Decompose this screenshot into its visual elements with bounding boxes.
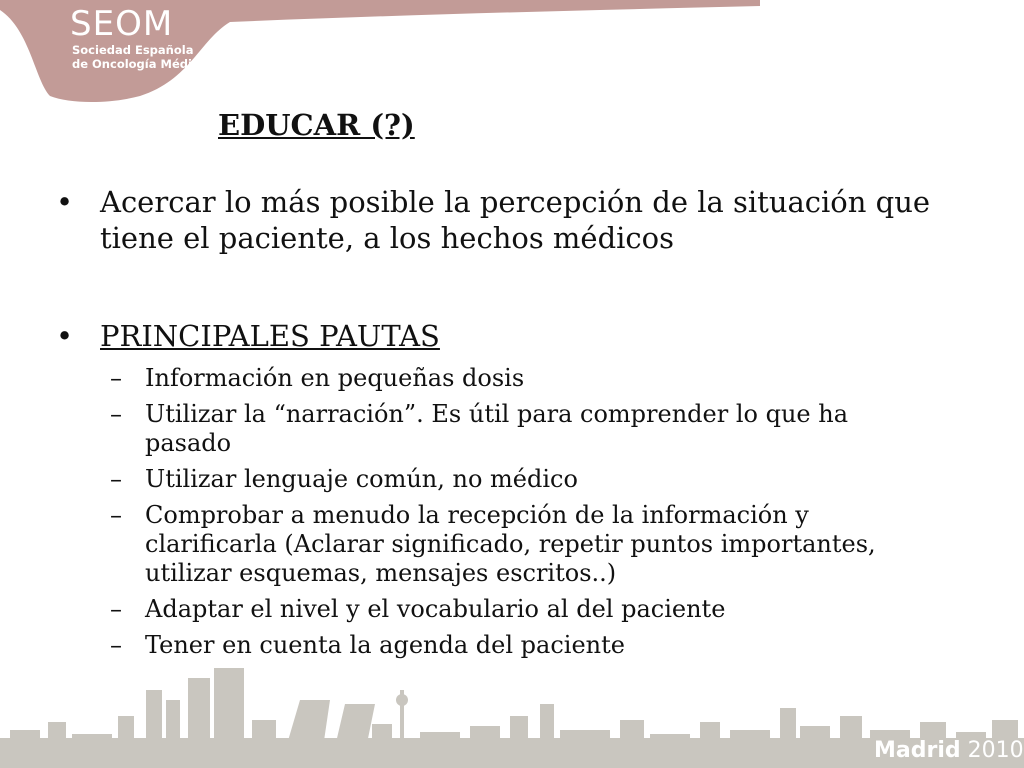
- list-item: [110, 631, 910, 660]
- list-item-text: Adaptar el nivel y el vocabulario al del paciente: [145, 595, 726, 623]
- dash-marker: –: [110, 501, 122, 529]
- madrid-skyline-graphic: [0, 660, 1024, 768]
- bullet-text: Acercar lo más posible la percepción de la situación que tiene el paciente, a los hechos médicos: [100, 185, 931, 255]
- dash-marker: –: [110, 465, 122, 493]
- footer-madrid-2010: [874, 738, 1024, 763]
- list-item: [110, 595, 910, 624]
- list-item: [110, 465, 910, 494]
- footer-year: 2010: [967, 738, 1024, 763]
- bullet-marker: •: [56, 319, 74, 353]
- list-item-text: Comprobar a menudo la recepción de la información y clarificarla (Aclarar significado, repetir puntos importantes, utilizar esquemas, mensajes escritos..): [145, 501, 876, 587]
- list-item-text: Tener en cuenta la agenda del paciente: [145, 631, 625, 659]
- logo-subtitle-line1: Sociedad Española: [72, 43, 194, 57]
- dash-marker: –: [110, 595, 122, 623]
- logo-subtitle-line2: de Oncología Médica: [72, 57, 207, 71]
- list-item-text: Utilizar lenguaje común, no médico: [145, 465, 578, 493]
- footer-city: Madrid: [874, 738, 961, 763]
- logo-seom-text: SEOM: [70, 4, 174, 44]
- bullet-heading: PRINCIPALES PAUTAS: [100, 319, 440, 353]
- dash-marker: –: [110, 364, 122, 392]
- header-logo-band: [0, 0, 1024, 110]
- dash-marker: –: [110, 400, 122, 428]
- sub-list-pautas: [110, 364, 910, 667]
- list-item: [110, 501, 910, 588]
- list-item-text: Utilizar la “narración”. Es útil para comprender lo que ha pasado: [145, 400, 849, 457]
- dash-marker: –: [110, 631, 122, 659]
- list-item: [110, 400, 910, 458]
- bullet-marker: •: [56, 185, 74, 219]
- list-item: [110, 364, 910, 393]
- slide-title: EDUCAR (?): [218, 108, 415, 142]
- list-item-text: Información en pequeñas dosis: [145, 364, 525, 392]
